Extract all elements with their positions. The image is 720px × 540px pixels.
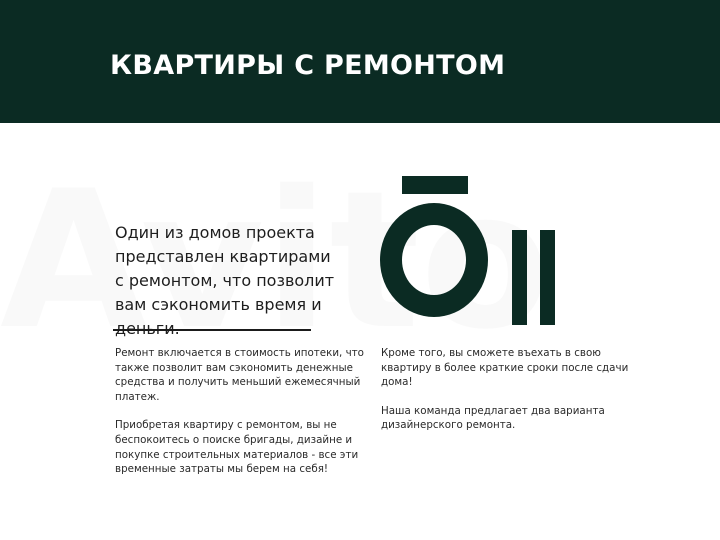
lead-line: вам сэкономить время и (115, 295, 322, 314)
paragraph: Наша команда предлагает два варианта дизайнерского ремонта. (381, 404, 605, 432)
divider (113, 329, 311, 331)
lead-line: Один из домов проекта (115, 223, 315, 242)
text-column-right (381, 346, 641, 447)
text-column-left (115, 346, 375, 491)
logo-ring (380, 203, 488, 317)
lead-line: с ремонтом, что позволит (115, 271, 335, 290)
logo-column (512, 230, 527, 325)
paragraph: Кроме того, вы сможете въехать в свою квартиру в более краткие сроки после сдачи дома! (381, 347, 629, 389)
paragraph: Приобретая квартиру с ремонтом, вы не беспокоитесь о поиске бригады, дизайне и покупке строительных материалов - все эти временные затраты мы берем на себя! (115, 419, 359, 476)
lead-line: представлен квартирами (115, 247, 331, 266)
logo-bar (402, 176, 468, 194)
header-banner (0, 0, 720, 123)
page-title: КВАРТИРЫ С РЕМОНТОМ (110, 50, 506, 81)
logo-column (540, 230, 555, 325)
paragraph: Ремонт включается в стоимость ипотеки, что также позволит вам сэкономить денежные средства и получить меньший ежемесячный платеж. (115, 347, 364, 403)
lead-paragraph (115, 221, 335, 341)
